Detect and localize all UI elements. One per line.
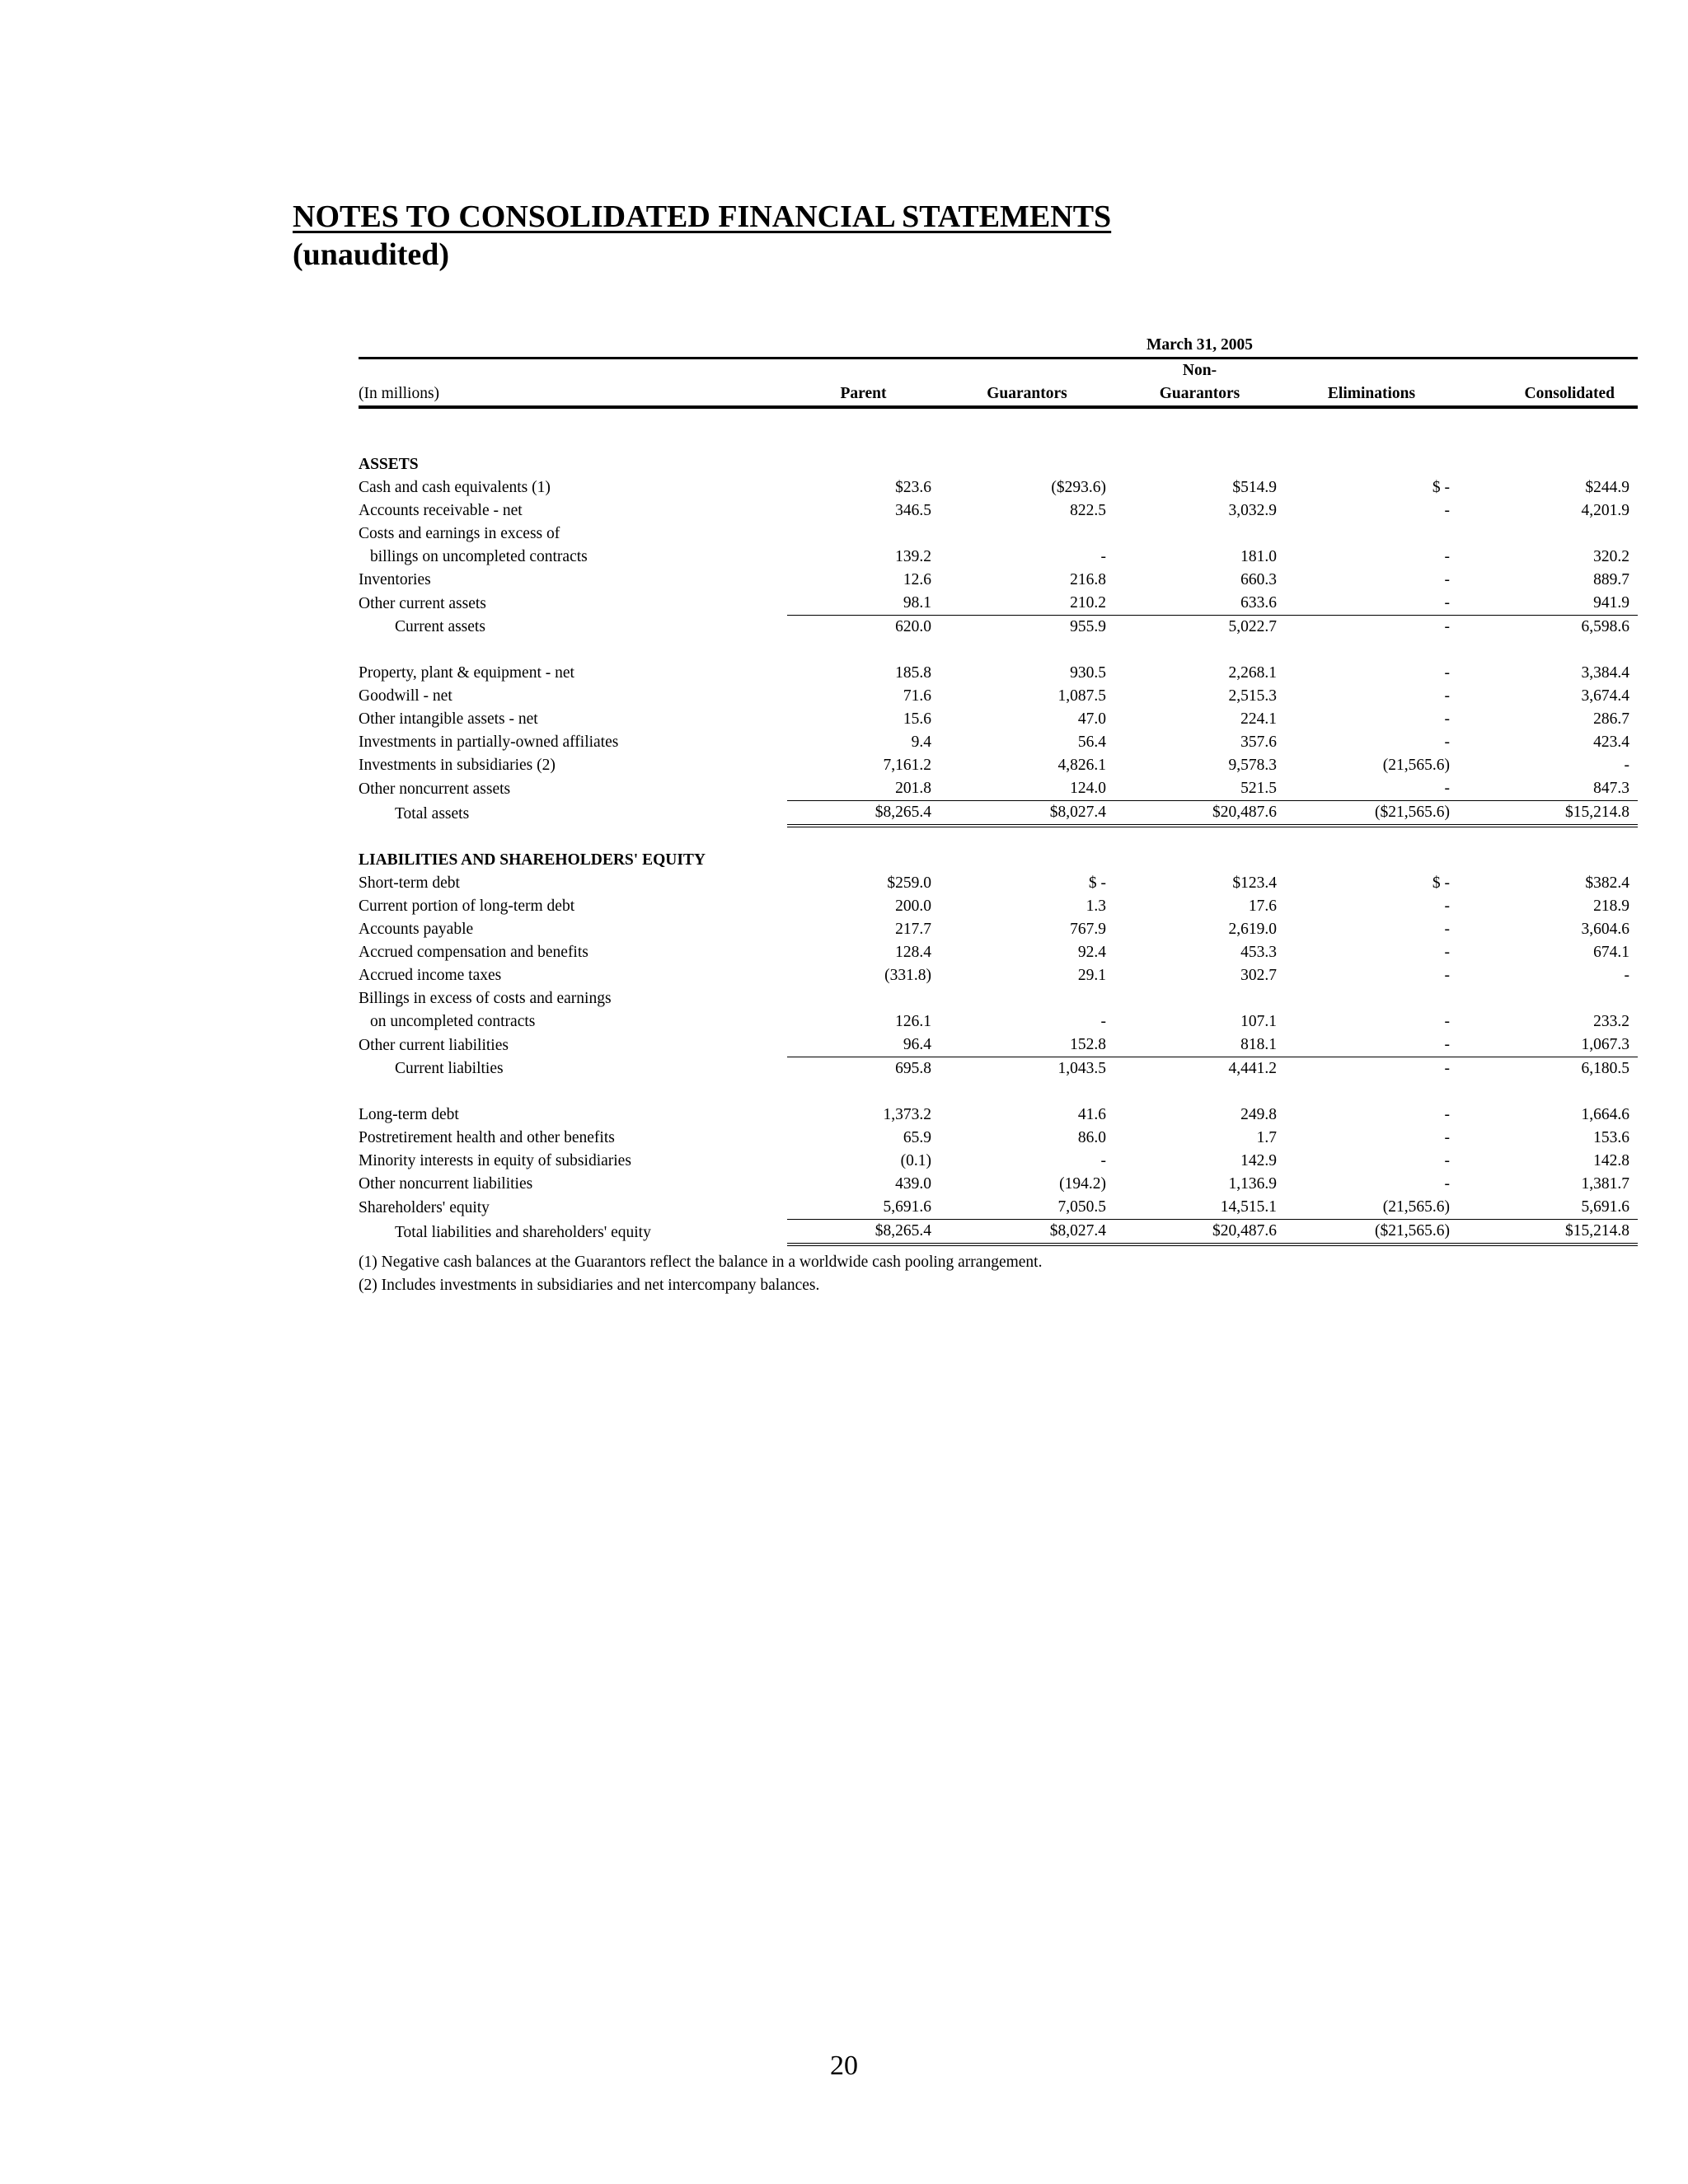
table-row: [359, 708, 1638, 731]
table-row: [359, 476, 1638, 499]
cell-consolidated: 847.3: [1458, 777, 1638, 801]
table-row: [359, 1150, 1638, 1173]
cell-eliminations: ($21,565.6): [1285, 801, 1458, 827]
row-label: Long-term debt: [359, 1106, 459, 1123]
cell-consolidated: 3,604.6: [1581, 921, 1629, 938]
cell-guarantors: $8,027.4: [940, 801, 1114, 827]
cell-eliminations: -: [1444, 548, 1450, 565]
cell-consolidated: 5,691.6: [1458, 1196, 1638, 1220]
cell-parent: 5,691.6: [787, 1196, 940, 1220]
column-header-row-1: [359, 359, 1638, 383]
cell-non-guarantors: 2,619.0: [1228, 921, 1277, 938]
cell-non-guarantors: $20,487.6: [1114, 1220, 1285, 1245]
empty-cell: [1114, 523, 1285, 546]
row-label: Investments in partially-owned affiliates: [359, 733, 619, 751]
table-row: [359, 1220, 1638, 1245]
table-row: [359, 872, 1638, 895]
cell-non-guarantors: 181.0: [1240, 548, 1277, 565]
cell-eliminations: -: [1444, 921, 1450, 938]
cell-guarantors: 1,087.5: [1057, 687, 1106, 705]
empty-cell: [787, 523, 940, 546]
row-label: Current assets: [395, 618, 485, 635]
table-row: [359, 685, 1638, 708]
table-row: [359, 941, 1638, 964]
cell-non-guarantors: 660.3: [1240, 571, 1277, 588]
balance-sheet-table: [359, 334, 1638, 1246]
cell-consolidated: $15,214.8: [1458, 1220, 1638, 1245]
table-row: [359, 592, 1638, 616]
section-heading: LIABILITIES AND SHAREHOLDERS' EQUITY: [359, 851, 706, 869]
cell-non-guarantors: 818.1: [1114, 1033, 1285, 1057]
cell-eliminations: -: [1444, 502, 1450, 519]
row-label: billings on uncompleted contracts: [370, 548, 588, 565]
table-row: [359, 801, 1638, 827]
cell-non-guarantors: 224.1: [1240, 710, 1277, 728]
units-label: (In millions): [359, 382, 787, 407]
cell-guarantors: -: [1100, 548, 1106, 565]
section-heading: ASSETS: [359, 456, 419, 473]
cell-eliminations: -: [1444, 618, 1450, 635]
table-row: [359, 1057, 1638, 1081]
cell-consolidated: $15,214.8: [1458, 801, 1638, 827]
cell-non-guarantors: 1,136.9: [1228, 1175, 1277, 1193]
cell-parent: 12.6: [903, 571, 931, 588]
row-label: Shareholders' equity: [359, 1198, 490, 1216]
cell-parent: 1,373.2: [883, 1106, 931, 1123]
cell-consolidated: 286.7: [1593, 710, 1629, 728]
cell-parent: $23.6: [895, 479, 931, 496]
cell-non-guarantors: 107.1: [1240, 1013, 1277, 1030]
cell-eliminations: -: [1285, 777, 1458, 801]
cell-guarantors: 41.6: [1077, 1106, 1106, 1123]
cell-consolidated: $382.4: [1585, 874, 1629, 892]
cell-guarantors: 86.0: [1077, 1129, 1106, 1146]
empty-cell: [787, 849, 940, 872]
empty-cell: [940, 453, 1114, 476]
page-heading: [293, 198, 1111, 274]
page-title: NOTES TO CONSOLIDATED FINANCIAL STATEMENTS: [293, 199, 1112, 234]
row-label: on uncompleted contracts: [370, 1013, 536, 1030]
empty-cell: [1285, 987, 1458, 1010]
empty-cell: [1114, 849, 1285, 872]
spacer-row: [359, 826, 1638, 849]
column-header-eliminations: Eliminations: [1285, 382, 1458, 407]
footnote: (1) Negative cash balances at the Guarantors reflect the balance in a worldwide cash pooling arrangement.: [359, 1254, 1043, 1271]
cell-parent: 439.0: [895, 1175, 931, 1193]
cell-guarantors: 47.0: [1077, 710, 1106, 728]
cell-consolidated: -: [1624, 757, 1629, 774]
row-label: Minority interests in equity of subsidiaries: [359, 1152, 631, 1169]
cell-non-guarantors: 1.7: [1256, 1129, 1277, 1146]
cell-non-guarantors: 357.6: [1240, 733, 1277, 751]
cell-guarantors: -: [1100, 1152, 1106, 1169]
cell-parent: (331.8): [884, 967, 931, 984]
cell-eliminations: -: [1444, 1152, 1450, 1169]
cell-non-guarantors: 4,441.2: [1228, 1060, 1277, 1077]
cell-guarantors: (194.2): [1059, 1175, 1106, 1193]
empty-cell: [1458, 849, 1638, 872]
row-label: Goodwill - net: [359, 687, 452, 705]
cell-consolidated: 1,067.3: [1458, 1033, 1638, 1057]
cell-guarantors: 92.4: [1077, 944, 1106, 961]
cell-parent: 98.1: [787, 592, 940, 616]
table-row: [359, 523, 1638, 546]
table-row: [359, 662, 1638, 685]
period-label: March 31, 2005: [1114, 334, 1285, 359]
cell-parent: 695.8: [895, 1060, 931, 1077]
cell-non-guarantors: 2,515.3: [1228, 687, 1277, 705]
row-label: Costs and earnings in excess of: [359, 525, 560, 542]
cell-parent: 620.0: [895, 618, 931, 635]
cell-guarantors: ($293.6): [1051, 479, 1106, 496]
cell-eliminations: -: [1285, 592, 1458, 616]
cell-eliminations: -: [1444, 571, 1450, 588]
column-header-consolidated: Consolidated: [1458, 382, 1638, 407]
cell-guarantors: 930.5: [1070, 664, 1106, 682]
cell-non-guarantors: $514.9: [1232, 479, 1277, 496]
cell-non-guarantors: 14,515.1: [1114, 1196, 1285, 1220]
cell-parent: 139.2: [895, 548, 931, 565]
cell-consolidated: -: [1624, 967, 1629, 984]
empty-cell: [940, 987, 1114, 1010]
empty-cell: [940, 523, 1114, 546]
row-label: Current liabilties: [395, 1060, 504, 1077]
table-row: [359, 616, 1638, 640]
cell-guarantors: 152.8: [940, 1033, 1114, 1057]
table-row: [359, 777, 1638, 801]
cell-non-guarantors: 633.6: [1114, 592, 1285, 616]
empty-cell: [1458, 453, 1638, 476]
row-label: Current portion of long-term debt: [359, 898, 575, 915]
row-label: Other current liabilities: [359, 1036, 509, 1054]
row-label: Other noncurrent assets: [359, 780, 511, 798]
table-row: [359, 731, 1638, 754]
empty-cell: [940, 849, 1114, 872]
cell-consolidated: 218.9: [1593, 898, 1629, 915]
cell-guarantors: 767.9: [1070, 921, 1106, 938]
cell-consolidated: 941.9: [1458, 592, 1638, 616]
cell-non-guarantors: 521.5: [1114, 777, 1285, 801]
cell-guarantors: 29.1: [1077, 967, 1106, 984]
cell-parent: 201.8: [787, 777, 940, 801]
table-row: [359, 754, 1638, 777]
row-label: Total liabilities and shareholders' equity: [395, 1224, 651, 1241]
row-label: Short-term debt: [359, 874, 460, 892]
cell-eliminations: $ -: [1432, 874, 1450, 892]
cell-non-guarantors: 249.8: [1240, 1106, 1277, 1123]
row-label: Total assets: [395, 805, 470, 823]
cell-parent: 15.6: [903, 710, 931, 728]
footnote: (2) Includes investments in subsidiaries and net intercompany balances.: [359, 1277, 820, 1294]
cell-consolidated: 142.8: [1593, 1152, 1629, 1169]
cell-guarantors: 216.8: [1070, 571, 1106, 588]
cell-eliminations: -: [1444, 1013, 1450, 1030]
cell-guarantors: 7,050.5: [940, 1196, 1114, 1220]
cell-parent: 71.6: [903, 687, 931, 705]
column-header-guarantors: Guarantors: [940, 382, 1114, 407]
cell-consolidated: 674.1: [1593, 944, 1629, 961]
cell-parent: 65.9: [903, 1129, 931, 1146]
cell-non-guarantors: 453.3: [1240, 944, 1277, 961]
empty-cell: [1114, 453, 1285, 476]
cell-non-guarantors: 5,022.7: [1228, 618, 1277, 635]
page-number: 20: [830, 2050, 858, 2081]
row-label: Other current assets: [359, 594, 486, 612]
row-label: Billings in excess of costs and earnings: [359, 990, 612, 1007]
cell-parent: 200.0: [895, 898, 931, 915]
cell-guarantors: 56.4: [1077, 733, 1106, 751]
cell-consolidated: 153.6: [1593, 1129, 1629, 1146]
cell-parent: 126.1: [895, 1013, 931, 1030]
column-header-line1: [1285, 359, 1458, 383]
cell-guarantors: 124.0: [940, 777, 1114, 801]
table-row: [359, 1104, 1638, 1127]
cell-guarantors: 210.2: [940, 592, 1114, 616]
table-row: [359, 1010, 1638, 1033]
cell-non-guarantors: 142.9: [1240, 1152, 1277, 1169]
cell-consolidated: 6,598.6: [1581, 618, 1629, 635]
footnotes: [359, 1251, 1042, 1297]
cell-eliminations: ($21,565.6): [1285, 1220, 1458, 1245]
column-header-line1: [787, 359, 940, 383]
cell-parent: 346.5: [895, 502, 931, 519]
cell-consolidated: 4,201.9: [1581, 502, 1629, 519]
cell-eliminations: -: [1444, 1129, 1450, 1146]
section-header-row: [359, 453, 1638, 476]
row-label: Other intangible assets - net: [359, 710, 538, 728]
cell-parent: (0.1): [900, 1152, 931, 1169]
empty-cell: [787, 987, 940, 1010]
table-row: [359, 895, 1638, 918]
table-row: [359, 499, 1638, 523]
column-header-line1: [940, 359, 1114, 383]
column-header-row-2: [359, 382, 1638, 407]
cell-eliminations: -: [1444, 687, 1450, 705]
cell-eliminations: -: [1444, 733, 1450, 751]
cell-consolidated: 233.2: [1593, 1013, 1629, 1030]
cell-non-guarantors: 302.7: [1240, 967, 1277, 984]
table-row: [359, 1127, 1638, 1150]
cell-eliminations: -: [1444, 1060, 1450, 1077]
cell-parent: $8,265.4: [787, 1220, 940, 1245]
cell-eliminations: $ -: [1432, 479, 1450, 496]
cell-eliminations: -: [1444, 967, 1450, 984]
table-row: [359, 1196, 1638, 1220]
empty-cell: [1285, 453, 1458, 476]
cell-consolidated: 889.7: [1593, 571, 1629, 588]
empty-cell: [1285, 849, 1458, 872]
cell-consolidated: 6,180.5: [1581, 1060, 1629, 1077]
empty-cell: [1458, 987, 1638, 1010]
row-label: Other noncurrent liabilities: [359, 1175, 533, 1193]
cell-eliminations: (21,565.6): [1382, 757, 1450, 774]
spacer-row: [359, 1080, 1638, 1104]
empty-cell: [1458, 523, 1638, 546]
column-header-line1: [1458, 359, 1638, 383]
period-header-row: [359, 334, 1638, 359]
cell-guarantors: 1.3: [1085, 898, 1106, 915]
table-row: [359, 1033, 1638, 1057]
cell-eliminations: -: [1444, 710, 1450, 728]
cell-guarantors: 4,826.1: [1057, 757, 1106, 774]
cell-consolidated: $244.9: [1585, 479, 1629, 496]
cell-consolidated: 3,384.4: [1581, 664, 1629, 682]
cell-parent: $259.0: [887, 874, 931, 892]
cell-guarantors: 1,043.5: [1057, 1060, 1106, 1077]
cell-guarantors: -: [1100, 1013, 1106, 1030]
row-label: Accounts payable: [359, 921, 474, 938]
table-row: [359, 987, 1638, 1010]
cell-consolidated: 320.2: [1593, 548, 1629, 565]
cell-parent: 7,161.2: [883, 757, 931, 774]
row-label: Cash and cash equivalents (1): [359, 479, 551, 496]
cell-eliminations: -: [1444, 944, 1450, 961]
cell-guarantors: 822.5: [1070, 502, 1106, 519]
cell-parent: 185.8: [895, 664, 931, 682]
row-label: Property, plant & equipment - net: [359, 664, 574, 682]
row-label: Investments in subsidiaries (2): [359, 757, 556, 774]
empty-cell: [787, 453, 940, 476]
spacer-row: [359, 639, 1638, 662]
cell-parent: 9.4: [911, 733, 931, 751]
cell-non-guarantors: $123.4: [1232, 874, 1277, 892]
cell-consolidated: 423.4: [1593, 733, 1629, 751]
cell-eliminations: -: [1285, 1033, 1458, 1057]
cell-consolidated: 3,674.4: [1581, 687, 1629, 705]
cell-guarantors: 955.9: [1070, 618, 1106, 635]
row-label: Accounts receivable - net: [359, 502, 523, 519]
column-header-non-guarantors: Guarantors: [1114, 382, 1285, 407]
row-label: Accrued income taxes: [359, 967, 502, 984]
cell-parent: 96.4: [787, 1033, 940, 1057]
table-row: [359, 918, 1638, 941]
table-body: [359, 407, 1638, 1244]
table-row: [359, 964, 1638, 987]
cell-non-guarantors: 9,578.3: [1228, 757, 1277, 774]
cell-eliminations: (21,565.6): [1285, 1196, 1458, 1220]
cell-eliminations: -: [1444, 1175, 1450, 1193]
row-label: Accrued compensation and benefits: [359, 944, 588, 961]
cell-consolidated: 1,381.7: [1581, 1175, 1629, 1193]
cell-guarantors: $ -: [1088, 874, 1106, 892]
cell-non-guarantors: 17.6: [1248, 898, 1277, 915]
cell-consolidated: 1,664.6: [1581, 1106, 1629, 1123]
cell-eliminations: -: [1444, 664, 1450, 682]
cell-non-guarantors: $20,487.6: [1114, 801, 1285, 827]
empty-cell: [1285, 523, 1458, 546]
column-header-parent: Parent: [787, 382, 940, 407]
table-row: [359, 1173, 1638, 1196]
cell-non-guarantors: 2,268.1: [1228, 664, 1277, 682]
page-subtitle: (unaudited): [293, 237, 450, 272]
table-row: [359, 546, 1638, 569]
cell-parent: 217.7: [895, 921, 931, 938]
cell-non-guarantors: 3,032.9: [1228, 502, 1277, 519]
column-header-line1: Non-: [1182, 362, 1217, 379]
row-label: Inventories: [359, 571, 431, 588]
empty-cell: [1114, 987, 1285, 1010]
row-label: Postretirement health and other benefits: [359, 1129, 615, 1146]
cell-eliminations: -: [1444, 1106, 1450, 1123]
section-header-row: [359, 849, 1638, 872]
cell-parent: 128.4: [895, 944, 931, 961]
cell-eliminations: -: [1444, 898, 1450, 915]
table-row: [359, 569, 1638, 592]
cell-parent: $8,265.4: [787, 801, 940, 827]
cell-guarantors: $8,027.4: [940, 1220, 1114, 1245]
